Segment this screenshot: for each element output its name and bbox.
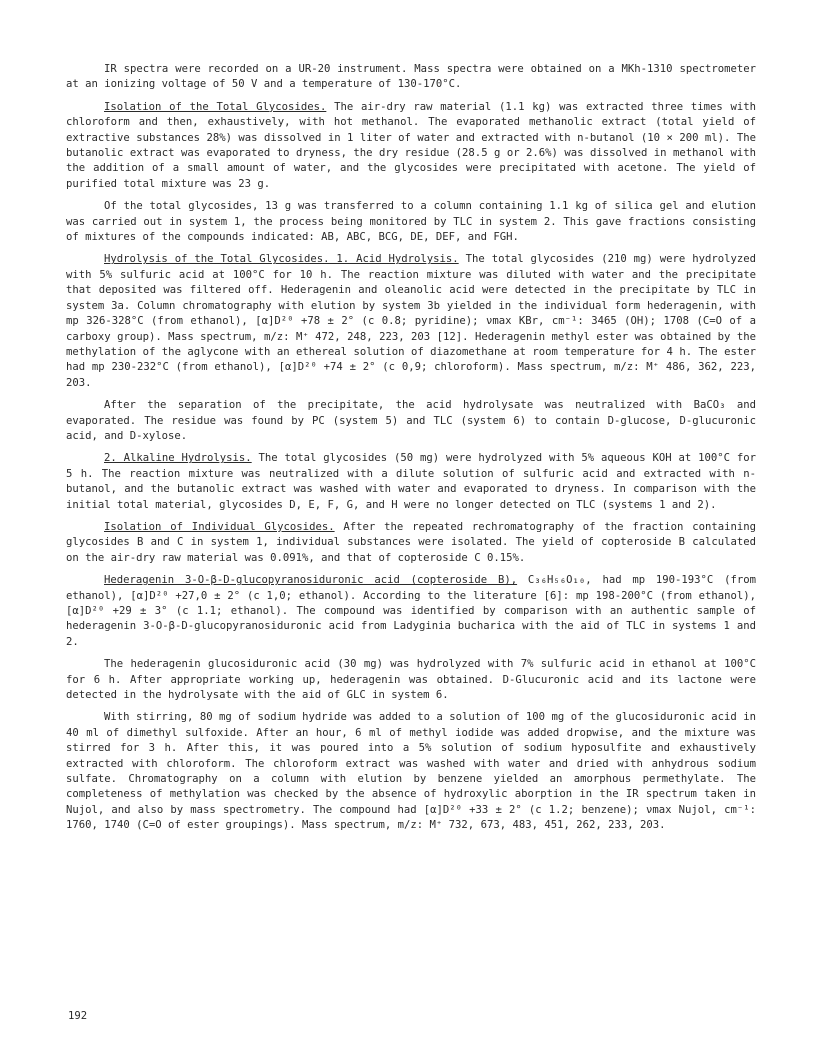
document-body bbox=[66, 62, 756, 841]
section-heading: Hederagenin 3-O-β-D-glucopyranosiduronic acid (copteroside B), bbox=[104, 574, 518, 587]
page-number: 192 bbox=[68, 1010, 88, 1022]
paragraph-text: With stirring, 80 mg of sodium hydride was added to a solution of 100 mg of the glucosiduronic acid in 40 ml of dimethyl sulfoxide. After an hour, 6 ml of methyl iodide was added dropwise, and the mixture was stirred for 3 h. After this, it was poured into a 5% solution of sodium hyposulfite and exhaustively extracted with chloroform. The chloroform extract was washed with water and dried with anhydrous sodium sulfate. Chromatography on a column with elution by benzene yielded an amorphous permethylate. The completeness of methylation was checked by the absence of hydroxylic aborption in the IR spectrum taken in Nujol, and also by mass spectrometry. The compound had [α]D²⁰ +33 ± 2° (c 1.2; benzene); νmax Nujol, cm⁻¹: 1760, 1740 (C=O of ester groupings). Mass spectrum, m/z: M⁺ 732, 673, 483, 451, 262, 233, 203. bbox=[66, 711, 756, 832]
paragraph-alkaline-hydrolysis bbox=[66, 451, 756, 513]
paragraph-text: The total glycosides (50 mg) were hydrolyzed with 5% aqueous KOH at 100°C for 5 h. The reaction mixture was neutralized with a dilute solution of sulfuric acid and extracted with n-butanol, and the butanolic extract was washed with water and evaporated to dryness. In comparison with the initial total material, glycosides D, E, F, G, and H were no longer detected on TLC (systems 1 and 2). bbox=[66, 452, 756, 511]
paragraph-text: Of the total glycosides, 13 g was transferred to a column containing 1.1 kg of silica gel and elution was carried out in system 1, the process being monitored by TLC in system 2. This gave fractions consisting of mixtures of the compounds indicated: AB, ABC, BCG, DE, DEF, and FGH. bbox=[66, 200, 756, 244]
paragraph-text: The total glycosides (210 mg) were hydrolyzed with 5% sulfuric acid at 100°C for 10 h. The reaction mixture was diluted with water and the precipitate that deposited was filtered off. Hederagenin and oleanolic acid were detected in the precipitate by TLC in system 3a. Column chromatography with elution by system 3b yielded in the individual form hederagenin, with mp 326-328°C (from ethanol), [α]D²⁰ +78 ± 2° (c 0.8; pyridine); νmax KBr, cm⁻¹: 3465 (OH); 1708 (C=O of a carboxy group). Mass spectrum, m/z: M⁺ 472, 248, 223, 203 [12]. Hederagenin methyl ester was obtained by the methylation of the aglycone with an ethereal solution of diazomethane at room temperature for 4 h. The ester had mp 230-232°C (from ethanol), [α]D²⁰ +74 ± 2° (c 0,9; chloroform). Mass spectrum, m/z: M⁺ 486, 362, 223, 203. bbox=[66, 253, 756, 389]
paragraph-text: The air-dry raw material (1.1 kg) was extracted three times with chloroform and then, exhaustively, with hot methanol. The evaporated methanolic extract (total yield of extractive substances 28%) was dissolved in 1 liter of water and extracted with n-butanol (10 × 200 ml). The butanolic extract was evaporated to dryness, the dry residue (28.5 g or 2.6%) was dissolved in methanol with the addition of a small amount of water, and the glycosides were precipitated with acetone. The yield of purified total mixture was 23 g. bbox=[66, 100, 756, 190]
section-heading: 2. Alkaline Hydrolysis. bbox=[104, 452, 252, 465]
section-heading: Hydrolysis of the Total Glycosides. 1. Acid Hydrolysis. bbox=[104, 253, 459, 266]
paragraph-text: IR spectra were recorded on a UR-20 instrument. Mass spectra were obtained on a MKh-1310 spectrometer at an ionizing voltage of 50 V and a temperature of 130-170°C. bbox=[66, 63, 756, 91]
section-heading: Isolation of the Total Glycosides. bbox=[104, 100, 327, 113]
paragraph-isolation-individual bbox=[66, 520, 756, 566]
paragraph-glucosiduronic-hydrolysis bbox=[66, 657, 756, 703]
paragraph-acid-hydrolysis bbox=[66, 252, 756, 391]
paragraph-copteroside-b bbox=[66, 573, 756, 650]
paragraph-column-fractions bbox=[66, 199, 756, 245]
paragraph-text: After the repeated rechromatography of the fraction containing glycosides B and C in system 1, individual substances were isolated. The yield of copteroside B calculated on the air-dry raw material was 0.091%, and that of copteroside C 0.15%. bbox=[66, 520, 756, 564]
paragraph-text: The hederagenin glucosiduronic acid (30 mg) was hydrolyzed with 7% sulfuric acid in ethanol at 100°C for 6 h. After appropriate working up, hederagenin was obtained. D-Glucuronic acid and its lactone were detected in the hydrolysate with the aid of GLC in system 6. bbox=[66, 658, 756, 702]
paragraph-hydrolysate-sugars bbox=[66, 398, 756, 444]
paragraph-isolation-total bbox=[66, 100, 756, 192]
paragraph-text: After the separation of the precipitate, the acid hydrolysate was neutralized with BaCO₃ and evaporated. The residue was found by PC (system 5) and TLC (system 6) to contain D-glucose, D-glucuronic acid, and D-xylose. bbox=[66, 399, 756, 442]
section-heading: Isolation of Individual Glycosides. bbox=[104, 520, 335, 533]
paragraph-text: C₃₆H₅₆O₁₀, had mp 190-193°C (from ethanol), [α]D²⁰ +27,0 ± 2° (c 1,0; ethanol). According to the literature [6]: mp 198-200°C (from ethanol), [α]D²⁰ +29 ± 3° (c 1.1; ethanol). The compound was identified by comparison with an authentic sample of hederagenin 3-O-β-D-glucopyranosiduronic acid from Ladyginia bucharica with the aid of TLC in systems 1 and 2. bbox=[66, 574, 756, 648]
paragraph-methylation bbox=[66, 710, 756, 833]
paragraph-ir-spectra bbox=[66, 62, 756, 93]
